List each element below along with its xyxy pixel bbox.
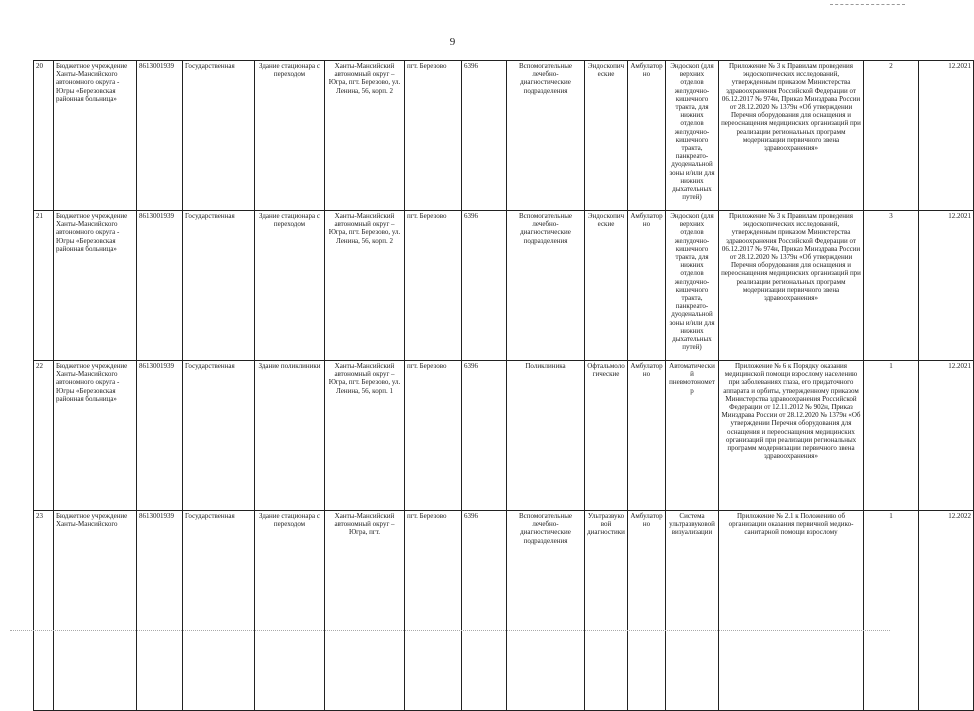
cell-address: Ханты-Мансийский автономный округ – Югра, пгт.	[325, 511, 405, 711]
cell-equipment: Система ультразвуковой визуализации	[666, 511, 719, 711]
cell-locality: пгт. Березово	[405, 511, 462, 711]
table-row	[34, 511, 974, 711]
cell-basis: Приложение № 3 к Правилам проведения эндоскопических исследований, утвержденным приказом Министерства здравоохранения Российской Федерации от 06.12.2017 № 974н, Приказ Минздрава России от 28.12.2020 № 1379н «Об утверждении Перечня оборудования для оснащения и переоснащения медицинских организаций при реализации региональных программ модернизации первичного звена здравоохранения»	[719, 61, 864, 211]
cell-code: 6396	[462, 61, 507, 211]
cell-code: 6396	[462, 211, 507, 361]
cell-ownership: Государственная	[183, 511, 255, 711]
cell-profile: Эндоскопические	[585, 211, 628, 361]
cell-building: Здание поликлиники	[255, 361, 325, 511]
cell-ownership: Государственная	[183, 61, 255, 211]
cell-date: 12.2021	[919, 211, 974, 361]
cell-equipment: Автоматический пневмотонометр	[666, 361, 719, 511]
cell-qty: 2	[864, 61, 919, 211]
cell-org: Бюджетное учреждение Ханты-Мансийского автономного округа - Югры «Березовская районная больница»	[54, 61, 137, 211]
cell-basis: Приложение № 2.1 к Положению об организации оказания первичной медико-санитарной помощи взрослому	[719, 511, 864, 711]
cell-building: Здание стационара с переходом	[255, 511, 325, 711]
table-row	[34, 211, 974, 361]
cell-condition: Амбулаторно	[628, 361, 666, 511]
equipment-table	[33, 60, 974, 711]
cell-locality: пгт. Березово	[405, 61, 462, 211]
table-row	[34, 361, 974, 511]
cell-inn: 8613001939	[137, 361, 183, 511]
page-number: 9	[449, 36, 456, 48]
cell-equipment: Эндоскоп (для верхних отделов желудочно-кишечного тракта, для нижних отделов желудочно-кишечного тракта, панкреато-дуоденальной зоны и/или для нижних дыхательных путей)	[666, 211, 719, 361]
cell-profile: Эндоскопические	[585, 61, 628, 211]
cell-unit: Вспомогательные лечебно-диагностические подразделения	[507, 61, 585, 211]
table-row	[34, 61, 974, 211]
cell-org: Бюджетное учреждение Ханты-Мансийского	[54, 511, 137, 711]
cell-unit: Вспомогательные лечебно-диагностические подразделения	[507, 511, 585, 711]
cell-address: Ханты-Мансийский автономный округ – Югра, пгт. Березово, ул. Ленина, 56, корп. 2	[325, 211, 405, 361]
cell-date: 12.2022	[919, 511, 974, 711]
cell-address: Ханты-Мансийский автономный округ – Югра, пгт. Березово, ул. Ленина, 56, корп. 2	[325, 61, 405, 211]
scan-noise-line	[10, 630, 890, 631]
cell-inn: 8613001939	[137, 511, 183, 711]
cell-unit: Вспомогательные лечебно-диагностические подразделения	[507, 211, 585, 361]
cell-org: Бюджетное учреждение Ханты-Мансийского автономного округа - Югры «Березовская районная больница»	[54, 361, 137, 511]
cell-inn: 8613001939	[137, 211, 183, 361]
cell-condition: Амбулаторно	[628, 511, 666, 711]
cell-condition: Амбулаторно	[628, 61, 666, 211]
cell-code: 6396	[462, 361, 507, 511]
cell-num: 21	[34, 211, 54, 361]
cell-unit: Поликлиника	[507, 361, 585, 511]
scan-edge-line	[830, 4, 905, 5]
cell-qty: 1	[864, 511, 919, 711]
cell-num: 22	[34, 361, 54, 511]
cell-basis: Приложение № 6 к Порядку оказания медицинской помощи взрослому населению при заболеваниях глаза, его придаточного аппарата и орбиты, утвержденному приказом Министерства здравоохранения Российской Федерации от 12.11.2012 № 902н, Приказ Минздрава России от 28.12.2020 № 1379н «Об утверждении Перечня оборудования для оснащения и переоснащения медицинских организаций при реализации региональных программ модернизации первичного звена здравоохранения»	[719, 361, 864, 511]
cell-qty: 3	[864, 211, 919, 361]
cell-building: Здание стационара с переходом	[255, 211, 325, 361]
cell-locality: пгт. Березово	[405, 361, 462, 511]
cell-condition: Амбулаторно	[628, 211, 666, 361]
cell-inn: 8613001939	[137, 61, 183, 211]
cell-qty: 1	[864, 361, 919, 511]
cell-basis: Приложение № 3 к Правилам проведения эндоскопических исследований, утвержденным приказом Министерства здравоохранения Российской Федерации от 06.12.2017 № 974н, Приказ Минздрава России от 28.12.2020 № 1379н «Об утверждении Перечня оборудования для оснащения и переоснащения медицинских организаций при реализации региональных программ модернизации первичного звена здравоохранения»	[719, 211, 864, 361]
cell-date: 12.2021	[919, 61, 974, 211]
cell-org: Бюджетное учреждение Ханты-Мансийского автономного округа - Югры «Березовская районная больница»	[54, 211, 137, 361]
cell-num: 20	[34, 61, 54, 211]
cell-building: Здание стационара с переходом	[255, 61, 325, 211]
cell-num: 23	[34, 511, 54, 711]
cell-ownership: Государственная	[183, 361, 255, 511]
cell-equipment: Эндоскоп (для верхних отделов желудочно-кишечного тракта, для нижних отделов желудочно-кишечного тракта, панкреато-дуоденальной зоны и/или для нижних дыхательных путей)	[666, 61, 719, 211]
cell-locality: пгт. Березово	[405, 211, 462, 361]
cell-code: 6396	[462, 511, 507, 711]
cell-profile: Офтальмологические	[585, 361, 628, 511]
cell-profile: Ультразвуковой диагностики	[585, 511, 628, 711]
cell-ownership: Государственная	[183, 211, 255, 361]
cell-address: Ханты-Мансийский автономный округ – Югра, пгт. Березово, ул. Ленина, 56, корп. 1	[325, 361, 405, 511]
cell-date: 12.2021	[919, 361, 974, 511]
